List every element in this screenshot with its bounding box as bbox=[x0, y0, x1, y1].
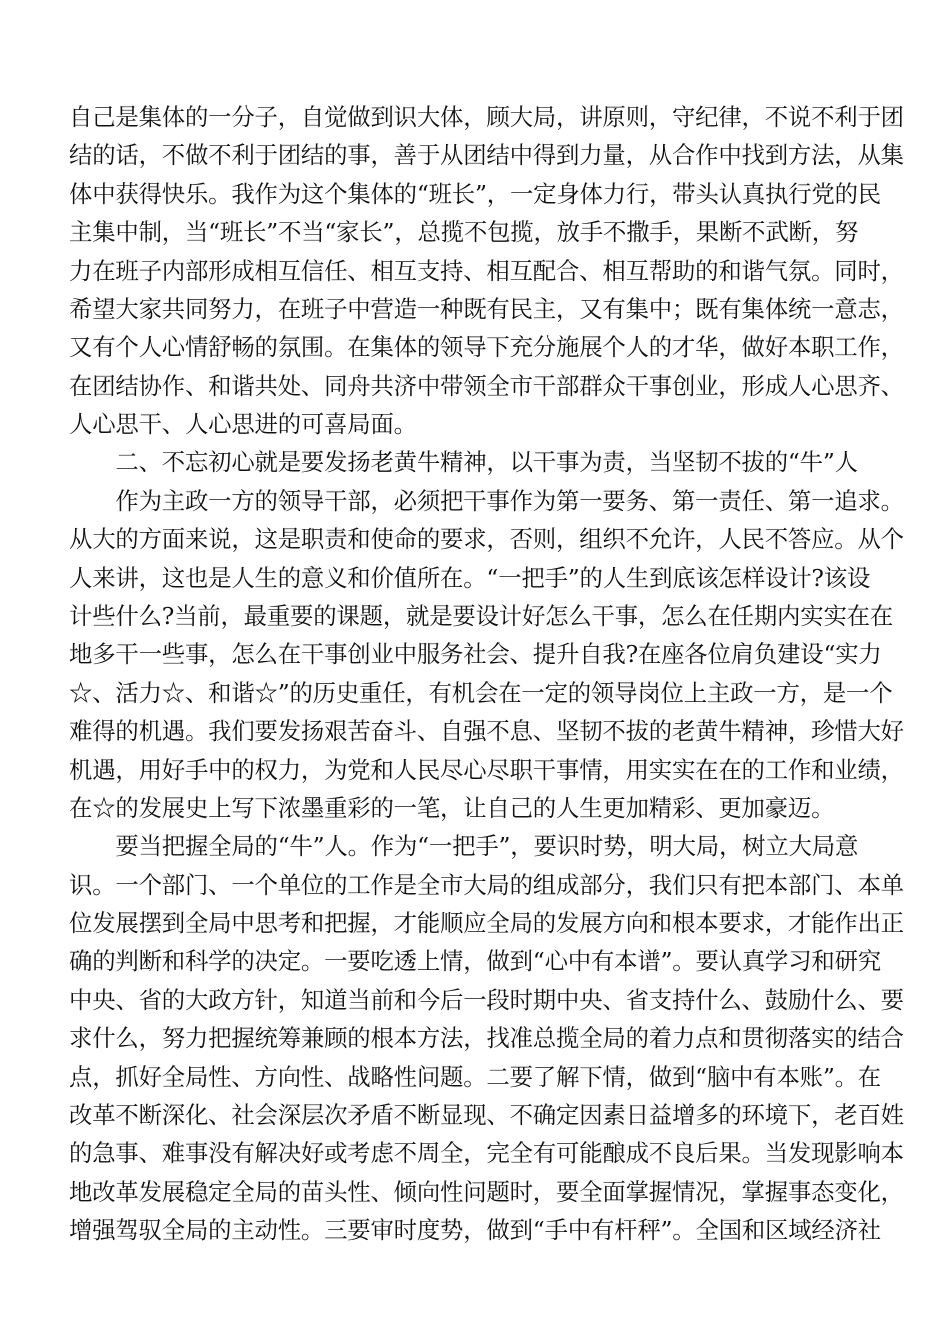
section-heading: 二、不忘初心就是要发扬老黄牛精神，以干事为责，当坚韧不拔的“牛”人 bbox=[69, 448, 858, 476]
text-line: 从大的方面来说，这是职责和使命的要求，否则，组织不允许，人民不答应。从个 bbox=[69, 525, 904, 553]
text-line: 中央、省的大政方针，知道当前和今后一段时期中央、省支持什么、鼓励什么、要 bbox=[69, 986, 904, 1014]
text-line: 力在班子内部形成相互信任、相互支持、相互配合、相互帮助的和谐气氛。同时， bbox=[69, 257, 904, 285]
text-line: 地改革发展稳定全局的苗头性、倾向性问题时，要全面掌握情况，掌握事态变化， bbox=[69, 1178, 904, 1206]
text-line: 体中获得快乐。我作为这个集体的“班长”，一定身体力行，带头认真执行党的民 bbox=[69, 180, 881, 208]
text-line: 确的判断和科学的决定。一要吃透上情，做到“心中有本谱”。要认真学习和研究 bbox=[69, 947, 881, 975]
text-line: 点，抓好全局性、方向性、战略性问题。二要了解下情，做到“脑中有本账”。在 bbox=[69, 1063, 881, 1091]
text-line: 求什么，努力把握统筹兼顾的根本方法，找准总揽全局的着力点和贯彻落实的结合 bbox=[69, 1024, 904, 1052]
text-line: 位发展摆到全局中思考和把握，才能顺应全局的发展方向和根本要求，才能作出正 bbox=[69, 909, 904, 937]
text-line: ☆、活力☆、和谐☆”的历史重任，有机会在一定的领导岗位上主政一方，是一个 bbox=[69, 679, 893, 707]
text-line: 机遇，用好手中的权力，为党和人民尽心尽职干事情，用实实在在的工作和业绩， bbox=[69, 756, 904, 784]
text-line: 人来讲，这也是人生的意义和价值所在。“一把手”的人生到底该怎样设计?该设 bbox=[69, 564, 871, 592]
text-line: 计些什么?当前，最重要的课题，就是要设计好怎么干事，怎么在任期内实实在在 bbox=[69, 602, 894, 630]
text-line: 难得的机遇。我们要发扬艰苦奋斗、自强不息、坚韧不拔的老黄牛精神，珍惜大好 bbox=[69, 717, 904, 745]
text-line: 作为主政一方的领导干部，必须把干事作为第一要务、第一责任、第一追求。 bbox=[69, 487, 904, 515]
text-line: 改革不断深化、社会深层次矛盾不断显现、不确定因素日益增多的环境下，老百姓 bbox=[69, 1101, 904, 1129]
text-line: 识。一个部门、一个单位的工作是全市大局的组成部分，我们只有把本部门、本单 bbox=[69, 871, 904, 899]
text-line: 希望大家共同努力，在班子中营造一种既有民主，又有集中；既有集体统一意志， bbox=[69, 295, 904, 323]
text-line: 要当把握全局的“牛”人。作为“一把手”，要识时势，明大局，树立大局意 bbox=[69, 832, 859, 860]
text-line: 又有个人心情舒畅的氛围。在集体的领导下充分施展个人的才华，做好本职工作， bbox=[69, 333, 904, 361]
text-line: 增强驾驭全局的主动性。三要审时度势，做到“手中有杆秤”。全国和区域经济社 bbox=[69, 1216, 881, 1244]
text-line: 在☆的发展史上写下浓墨重彩的一笔，让自己的人生更加精彩、更加豪迈。 bbox=[69, 794, 835, 822]
text-line: 结的话，不做不利于团结的事，善于从团结中得到力量，从合作中找到方法，从集 bbox=[69, 141, 904, 169]
text-line: 人心思干、人心思进的可喜局面。 bbox=[69, 410, 417, 438]
text-line: 地多干一些事，怎么在干事创业中服务社会、提升自我?在座各位肩负建设“实力 bbox=[69, 640, 882, 668]
text-line: 主集中制，当“班长”不当“家长”，总揽不包揽，放手不撒手，果断不武断，努 bbox=[69, 218, 859, 246]
text-line: 在团结协作、和谐共处、同舟共济中带领全市干部群众干事创业，形成人心思齐、 bbox=[69, 372, 904, 400]
text-line: 的急事、难事没有解决好或考虑不周全，完全有可能酿成不良后果。当发现影响本 bbox=[69, 1139, 904, 1167]
text-line: 自己是集体的一分子，自觉做到识大体，顾大局，讲原则，守纪律，不说不利于团 bbox=[69, 103, 904, 131]
